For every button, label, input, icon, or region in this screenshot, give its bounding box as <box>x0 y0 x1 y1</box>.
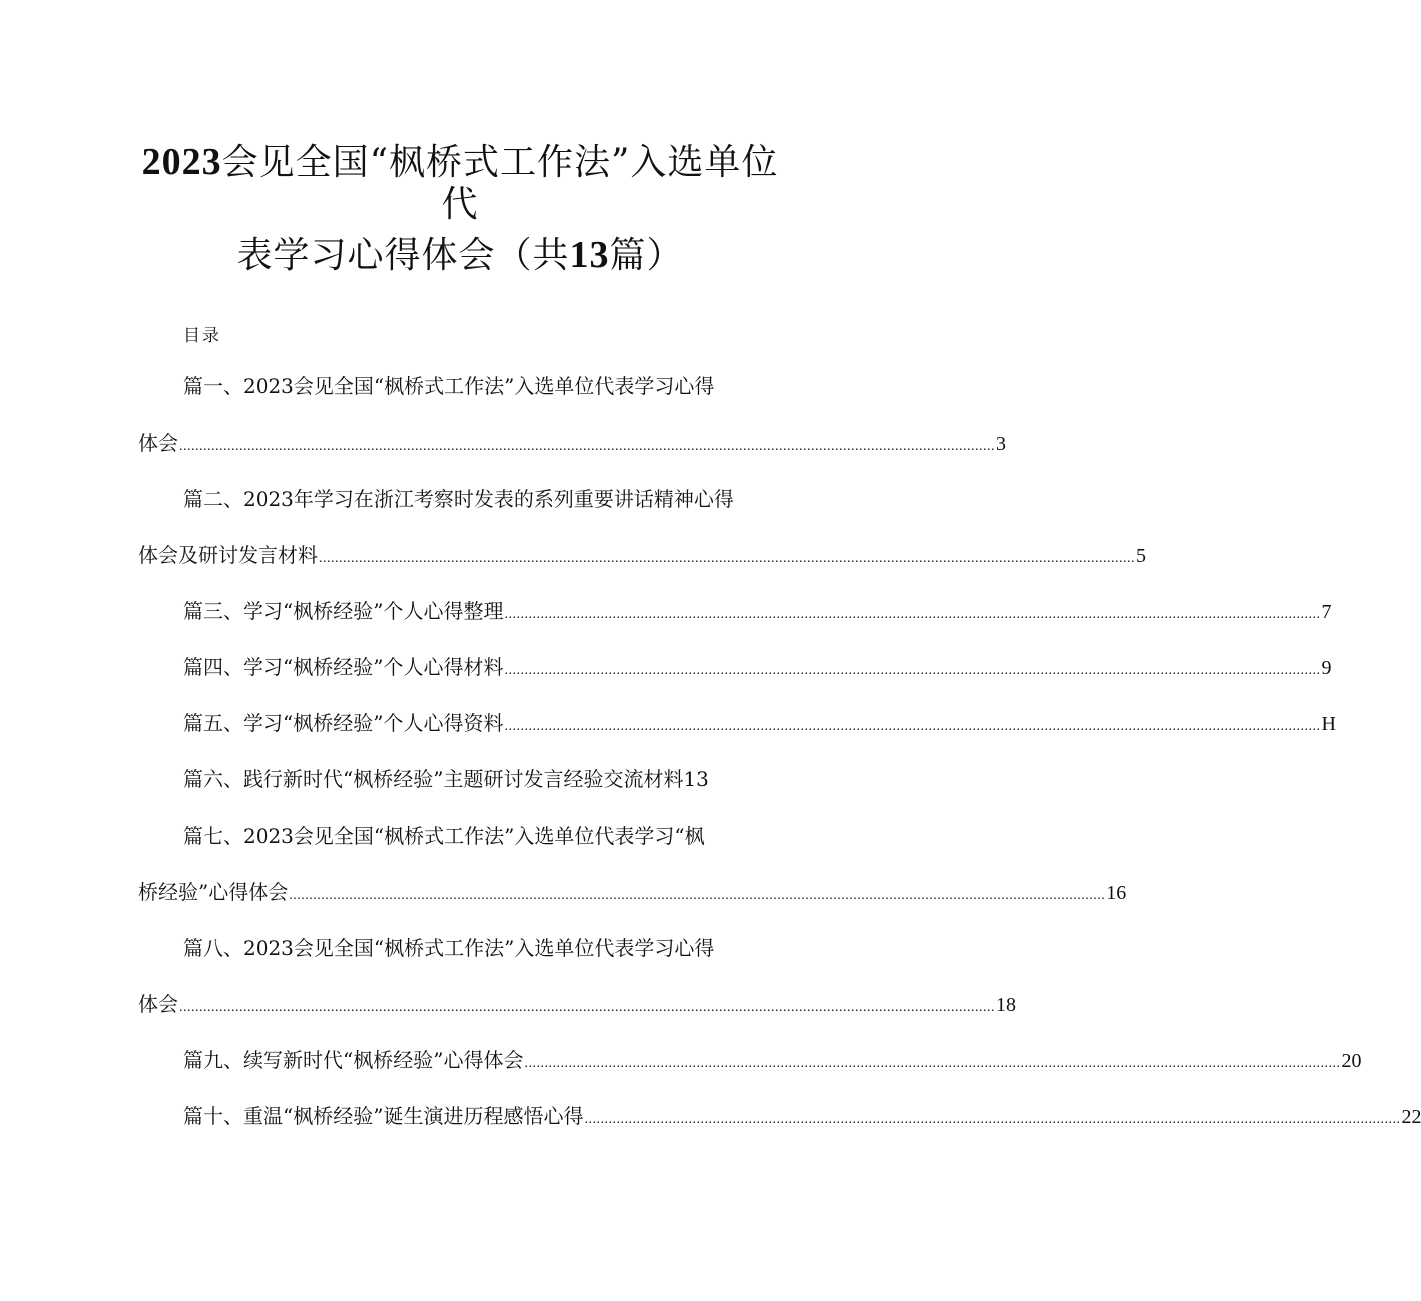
toc-entry-2-text: 篇二、2023年学习在浙江考察时发表的系列重要讲话精神心得 <box>183 487 734 511</box>
toc-entry-2-text-cont: 体会及研讨发言材料 <box>138 543 318 567</box>
toc-entry-1-text: 篇一、2023会见全国“枫桥式工作法”入选单位代表学习心得 <box>183 374 715 398</box>
toc-entry-8-cont[interactable] <box>138 991 1016 1021</box>
toc-entry-6-text: 篇六、践行新时代“枫桥经验”主题研讨发言经验交流材料13 <box>183 767 709 791</box>
toc-entry-8-page: 18 <box>996 994 1016 1016</box>
toc-leader-dots: ............................................................................................................................................................................................................ <box>504 663 1321 678</box>
toc-entry-1[interactable] <box>183 373 714 399</box>
toc-entry-7[interactable] <box>183 823 705 849</box>
toc-entry-7-cont[interactable] <box>138 879 1127 909</box>
toc-leader-dots: ............................................................................................................................................................................................................ <box>179 439 995 454</box>
toc-entry-3-page: 7 <box>1321 601 1332 623</box>
toc-entry-7-text-cont: 桥经验”心得体会 <box>138 880 289 904</box>
toc-entry-4-page: 9 <box>1321 657 1332 679</box>
toc-entry-8-text-cont: 体会 <box>138 992 178 1016</box>
toc-entry-1-page: 3 <box>996 433 1006 455</box>
toc-leader-dots: ............................................................................................................................................................................................................ <box>179 1000 995 1015</box>
toc-entry-5-page: H <box>1321 713 1336 735</box>
toc-entry-4-text: 篇四、学习“枫桥经验”个人心得材料 <box>183 655 504 679</box>
toc-leader-dots: ............................................................................................................................................................................................................ <box>504 607 1321 622</box>
toc-entry-8[interactable] <box>183 935 714 961</box>
toc-entry-10[interactable] <box>183 1103 1421 1133</box>
toc-leader-dots: ............................................................................................................................................................................................................ <box>319 551 1135 566</box>
toc-leader-dots: ............................................................................................................................................................................................................ <box>524 1056 1341 1071</box>
toc-entry-10-page: 22 <box>1401 1106 1421 1128</box>
toc-entry-6[interactable] <box>183 766 709 792</box>
title-year: 2023 <box>141 141 222 183</box>
document-title-line-3 <box>100 233 820 278</box>
toc-heading: 目录 <box>183 326 221 346</box>
toc-entry-2-cont[interactable] <box>138 542 1146 572</box>
title-text-1: 会见全国“枫桥式工作法”入选单位 <box>221 142 779 183</box>
toc-entry-10-text: 篇十、重温“枫桥经验”诞生演进历程感悟心得 <box>183 1104 584 1128</box>
title-count: 13 <box>569 234 610 276</box>
toc-entry-1-cont[interactable] <box>138 430 1006 460</box>
toc-entry-9-page: 20 <box>1341 1050 1362 1072</box>
toc-entry-7-page: 16 <box>1106 882 1127 904</box>
toc-entry-2-page: 5 <box>1136 545 1146 567</box>
toc-leader-dots: ............................................................................................................................................................................................................ <box>504 719 1321 734</box>
toc-entry-1-text-cont: 体会 <box>138 431 178 455</box>
toc-entry-8-text: 篇八、2023会见全国“枫桥式工作法”入选单位代表学习心得 <box>183 936 715 960</box>
toc-entry-5-text: 篇五、学习“枫桥经验”个人心得资料 <box>183 711 504 735</box>
document-title-line-2: 代 <box>441 184 479 225</box>
toc-entry-5[interactable] <box>183 710 1336 740</box>
title-text-3b: 篇） <box>609 235 684 276</box>
toc-entry-9-text: 篇九、续写新时代“枫桥经验”心得体会 <box>183 1048 524 1072</box>
toc-entry-4[interactable] <box>183 654 1332 684</box>
title-text-3a: 表学习心得体会（共 <box>236 235 570 276</box>
toc-entry-7-text: 篇七、2023会见全国“枫桥式工作法”入选单位代表学习“枫 <box>183 824 705 848</box>
toc-entry-2[interactable] <box>183 486 734 512</box>
toc-leader-dots: ............................................................................................................................................................................................................ <box>289 888 1106 903</box>
document-title-line-1 <box>100 140 820 185</box>
toc-entry-3-text: 篇三、学习“枫桥经验”个人心得整理 <box>183 599 504 623</box>
toc-entry-9[interactable] <box>183 1047 1362 1077</box>
toc-leader-dots: ............................................................................................................................................................................................................ <box>584 1112 1401 1127</box>
toc-entry-3[interactable] <box>183 598 1332 628</box>
